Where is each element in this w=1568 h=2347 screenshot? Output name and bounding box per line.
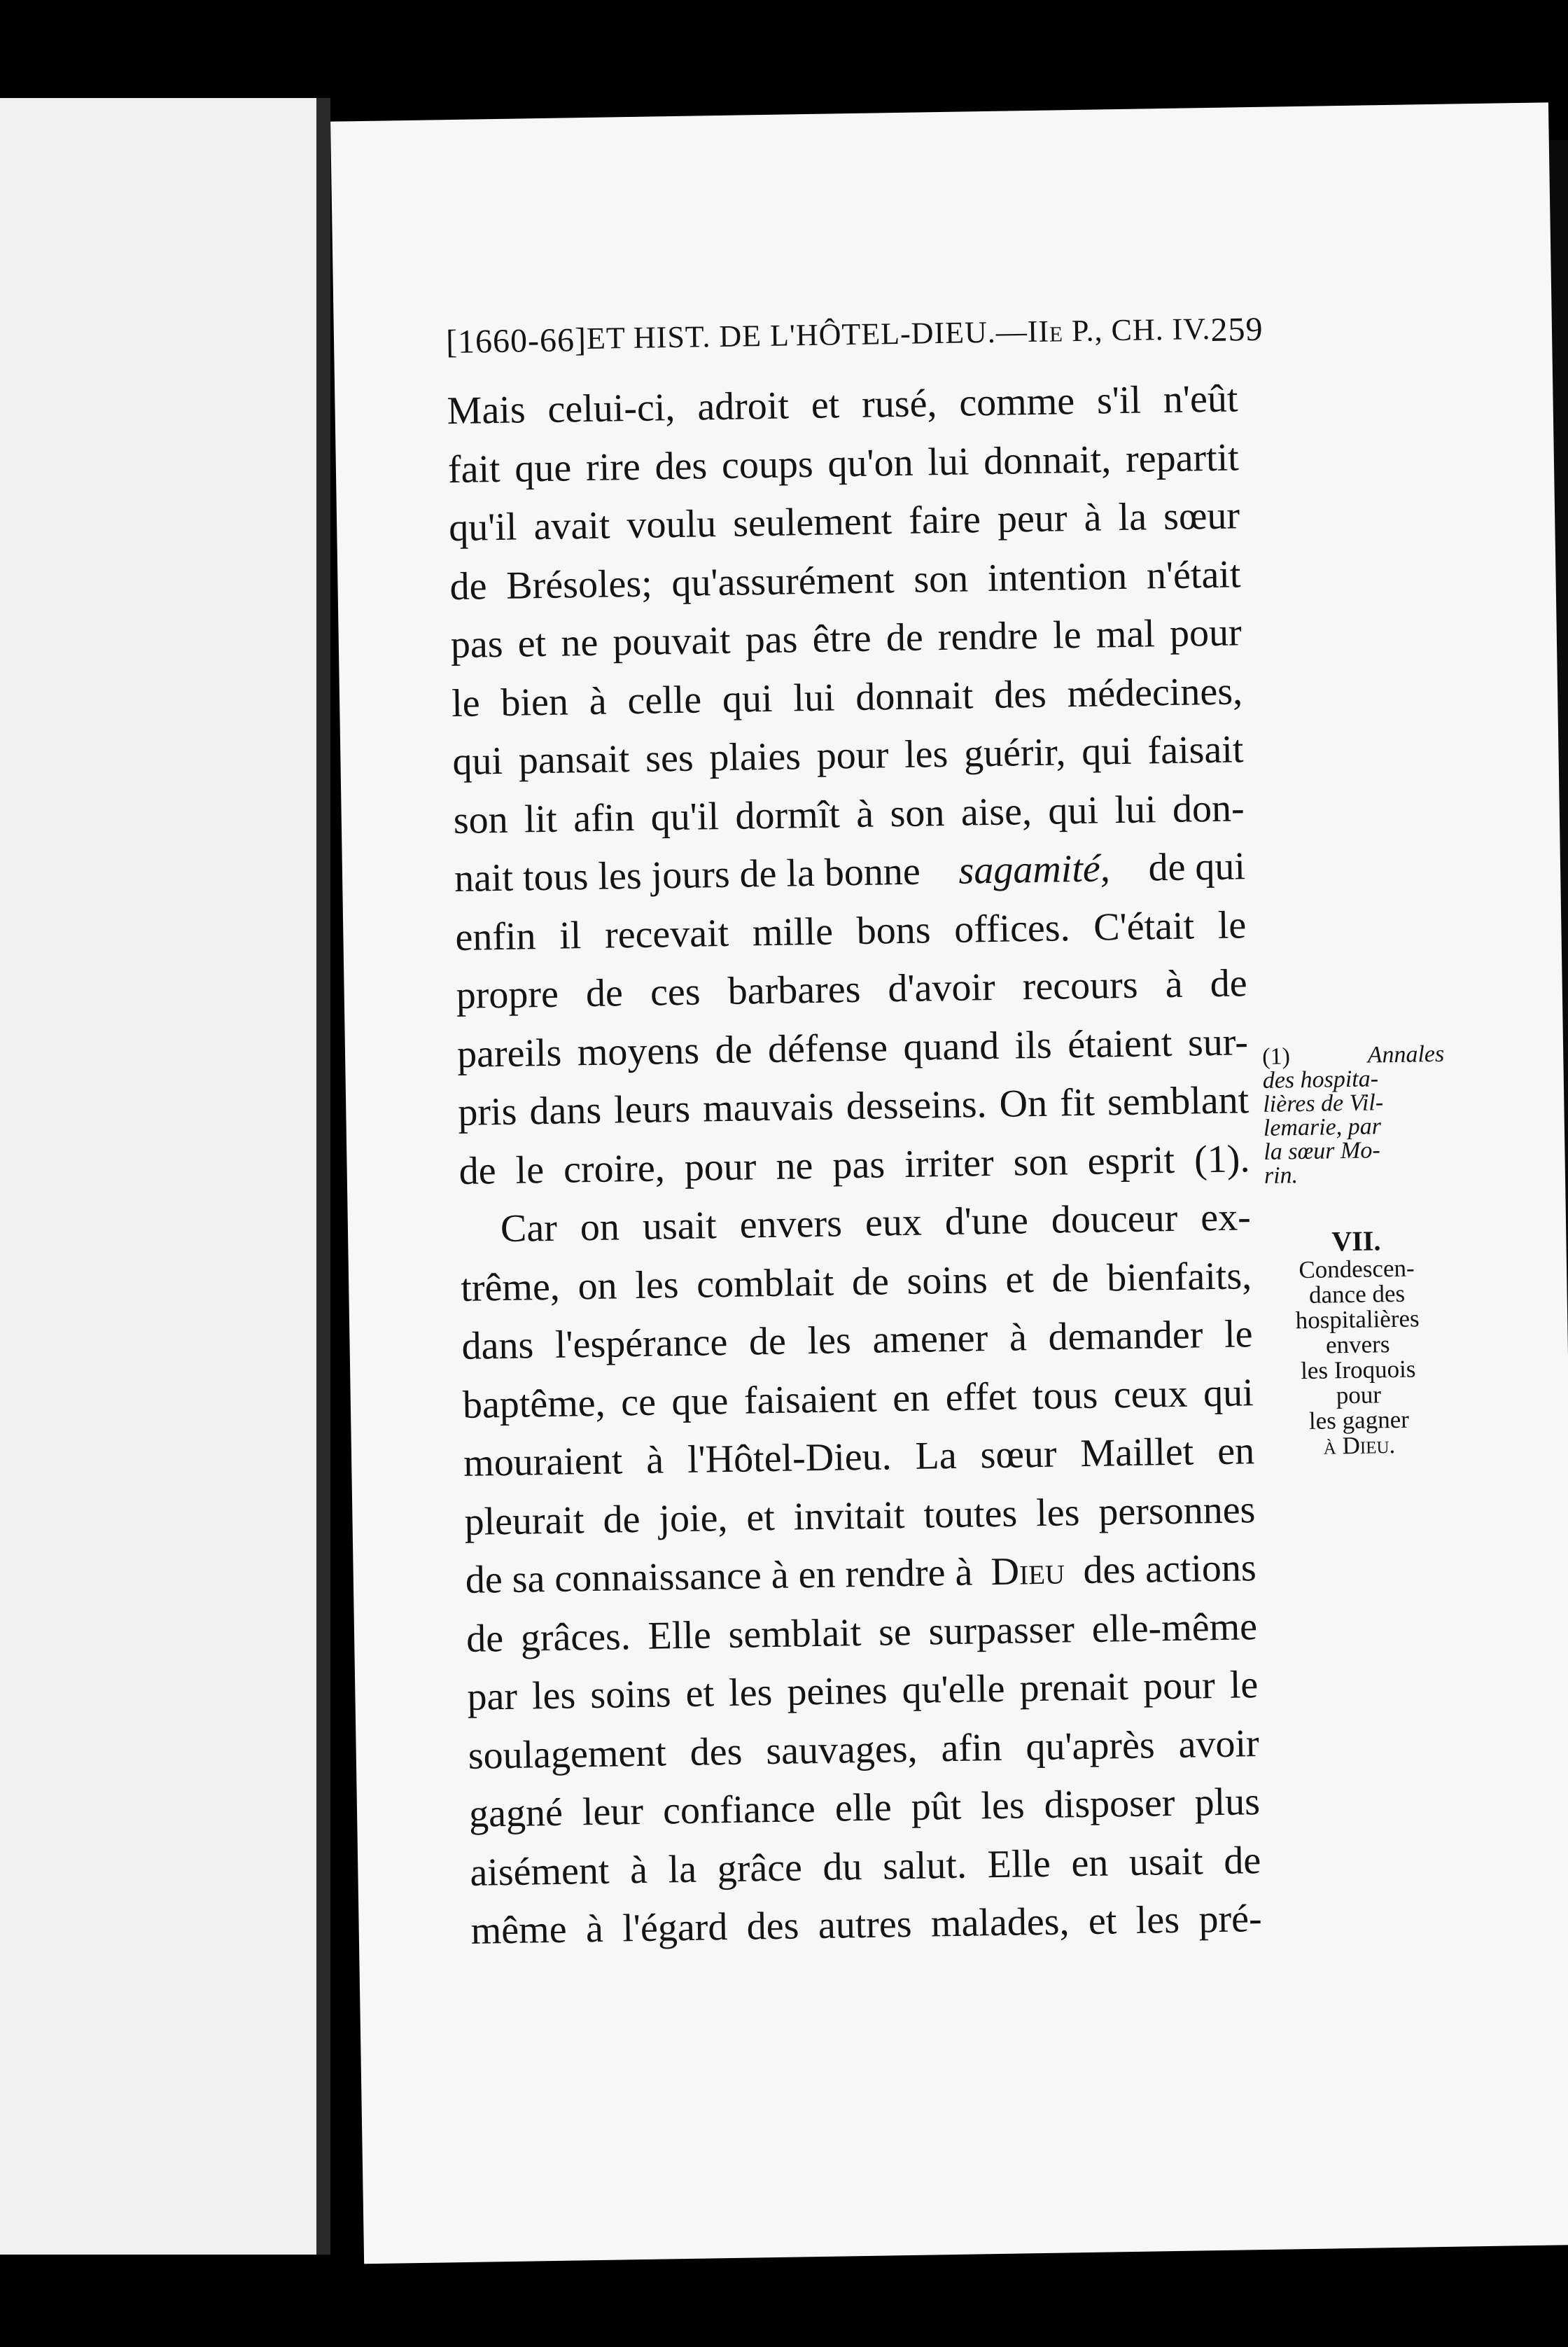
word: qui — [1047, 788, 1099, 833]
word: n'eût — [1163, 377, 1238, 422]
word: malades, — [930, 1900, 1070, 1946]
word: le — [1229, 1663, 1259, 1707]
word: usait — [642, 1204, 718, 1248]
word: sauvages, — [765, 1727, 918, 1773]
footnote-text: la sœur Mo- — [1264, 1137, 1380, 1165]
word: qu'assurément — [671, 557, 895, 605]
word: pouvait — [612, 618, 731, 664]
word: d'avoir — [887, 965, 996, 1011]
word: soulagement — [468, 1730, 667, 1778]
word: toutes — [923, 1491, 1018, 1537]
footnote-line — [1261, 1040, 1445, 1070]
word: les — [531, 1673, 576, 1718]
word: et — [1088, 1899, 1117, 1943]
word: rusé, — [861, 382, 937, 426]
word: de — [1051, 1256, 1089, 1301]
word: défense — [767, 1025, 888, 1071]
word: dans — [461, 1323, 534, 1368]
word: grâces. — [520, 1614, 631, 1660]
word: les — [904, 732, 948, 776]
word: on — [578, 1263, 618, 1308]
word: soins — [906, 1258, 988, 1303]
word: peines — [786, 1669, 888, 1714]
word: ils — [1014, 1023, 1053, 1067]
word: de — [715, 1027, 752, 1072]
word: en — [1217, 1429, 1255, 1473]
word: à — [855, 792, 874, 836]
word: le — [1052, 613, 1082, 657]
word: mille — [752, 910, 834, 954]
word: de — [585, 971, 624, 1016]
word: à — [1009, 1316, 1028, 1360]
word: sur- — [1187, 1019, 1249, 1065]
footnote-text: Annales — [1367, 1040, 1445, 1068]
word: bons — [856, 907, 931, 953]
word: fit — [1059, 1080, 1096, 1125]
word: sœur — [1163, 494, 1240, 539]
italic-word: sagamité, — [958, 847, 1111, 893]
word: du — [822, 1844, 863, 1889]
facing-page — [0, 98, 316, 2255]
word: seulement — [732, 499, 892, 545]
word: à — [585, 1907, 604, 1951]
word: son — [913, 556, 969, 601]
word: trême, — [460, 1265, 561, 1310]
word: bienfaits, — [1106, 1253, 1252, 1300]
margin-line: les gagner — [1308, 1405, 1410, 1435]
word: et — [517, 621, 547, 666]
word: desseins. — [846, 1082, 987, 1129]
word: d'une — [944, 1199, 1029, 1244]
word: guérir, — [963, 730, 1066, 776]
word: irriter — [904, 1141, 995, 1186]
text-line — [466, 1598, 1258, 1669]
word: son — [890, 791, 945, 835]
word: faisaient — [743, 1377, 878, 1423]
word: à — [645, 1438, 664, 1482]
line-text: de sa connaissance à en rendre à — [465, 1550, 973, 1602]
word: pour — [816, 733, 889, 778]
word: coups — [721, 442, 814, 487]
word: amener — [872, 1316, 988, 1362]
word: les — [634, 1262, 679, 1307]
word: de — [458, 1148, 497, 1193]
word: être — [812, 616, 872, 661]
word: recevait — [604, 911, 729, 957]
word: qu'après — [1025, 1722, 1156, 1769]
word: elle-même — [1091, 1604, 1258, 1651]
word: donnait, — [983, 437, 1112, 483]
word: à — [589, 679, 608, 723]
word: étaient — [1067, 1021, 1172, 1066]
word: lui — [1114, 787, 1157, 832]
word: et — [811, 383, 840, 427]
word: de — [748, 1319, 787, 1364]
word: ne — [560, 620, 598, 665]
word: en — [1070, 1841, 1109, 1885]
word: de — [465, 1616, 504, 1661]
margin-line: Condescen- — [1298, 1254, 1415, 1284]
word: croire, — [563, 1145, 666, 1192]
word: prenait — [1019, 1665, 1129, 1711]
word: offices. — [953, 905, 1071, 952]
word: en — [892, 1375, 930, 1420]
section-numeral: VII. — [1331, 1225, 1381, 1258]
running-header — [445, 310, 1264, 361]
word: et — [1004, 1257, 1035, 1302]
word: pas — [450, 622, 504, 667]
word: aisément — [469, 1848, 610, 1895]
word: fait — [447, 447, 501, 492]
line-text-end: de qui — [1148, 844, 1246, 890]
word: tous — [1032, 1373, 1098, 1418]
word: mouraient — [463, 1439, 623, 1485]
word: des — [746, 1904, 799, 1949]
word: moyens — [577, 1029, 700, 1074]
word: qu'elle — [902, 1666, 1005, 1713]
word: On — [999, 1081, 1048, 1126]
word: pour — [1142, 1664, 1216, 1708]
word: barbares — [727, 967, 861, 1013]
body-text — [447, 370, 1262, 1961]
word: sœur — [980, 1432, 1057, 1477]
word: la — [1118, 495, 1147, 540]
word: enfin — [454, 914, 536, 959]
word: intention — [987, 554, 1128, 600]
word: envers — [739, 1202, 843, 1247]
header-title: ET HIST. DE L'HÔTEL-DIEU.—IIe P., CH. IV. — [586, 311, 1211, 356]
word: de — [886, 615, 924, 660]
word: pût — [911, 1784, 962, 1829]
word: pour — [684, 1144, 757, 1190]
margin-line: à Dieu. — [1323, 1431, 1396, 1460]
word: personnes — [1098, 1487, 1256, 1534]
footnote-text: rin. — [1264, 1162, 1298, 1189]
word: des — [993, 672, 1047, 717]
word: la — [668, 1847, 697, 1891]
word: ce — [620, 1380, 657, 1424]
footnote-number: (1) — [1261, 1043, 1291, 1070]
word: leur — [582, 1789, 644, 1834]
word: les — [728, 1671, 773, 1715]
word: et — [685, 1671, 715, 1715]
word: ceux — [1113, 1372, 1188, 1416]
word: repartit — [1125, 435, 1240, 481]
word: propre — [456, 972, 559, 1017]
word: l'Hôtel-Dieu. — [687, 1435, 892, 1482]
word: qui — [722, 676, 774, 721]
page-number: 259 — [1210, 310, 1264, 349]
word: qu'il — [650, 794, 720, 840]
word: voulu — [626, 502, 717, 548]
word: mal — [1096, 612, 1156, 657]
header-dates: [1660-66] — [445, 321, 587, 361]
word: ex- — [1200, 1195, 1252, 1240]
word: de — [851, 1259, 890, 1304]
margin-line: dance des — [1308, 1279, 1406, 1309]
word: pansait — [518, 737, 630, 783]
text-line — [447, 370, 1238, 440]
word: C'était — [1093, 903, 1195, 949]
word: rire — [585, 445, 641, 489]
word: donnait — [855, 673, 974, 719]
word: celui-ci, — [547, 385, 676, 431]
margin-line: hospitalières — [1295, 1304, 1420, 1335]
footnote-text: lemarie, par — [1263, 1113, 1382, 1141]
word: pas — [745, 618, 798, 662]
word: (1). — [1194, 1136, 1250, 1181]
book-gutter — [316, 98, 330, 2255]
footnote-text: des hospita- — [1262, 1066, 1379, 1094]
word: le — [1217, 903, 1247, 947]
word: aise, — [960, 789, 1032, 835]
word: comblait — [696, 1260, 834, 1307]
word: par — [466, 1674, 518, 1719]
word: à — [1084, 496, 1102, 540]
word: pour — [1169, 611, 1242, 655]
word: qui — [1081, 729, 1133, 774]
word: ses — [645, 736, 694, 781]
word: elle — [834, 1785, 892, 1830]
word: à — [1165, 962, 1184, 1007]
word: grâce — [717, 1845, 803, 1890]
word: que — [514, 445, 572, 491]
margin-line: les Iroquois — [1300, 1355, 1416, 1385]
word: lui — [927, 439, 969, 484]
word: son — [453, 798, 509, 842]
word: plaies — [708, 734, 802, 780]
line-text-end: des actions — [1082, 1546, 1257, 1593]
word: s'il — [1096, 378, 1142, 423]
word: n'était — [1146, 552, 1241, 597]
word: le — [1224, 1312, 1253, 1356]
word: médecines, — [1067, 669, 1243, 716]
word: celle — [626, 677, 702, 723]
word: de — [449, 564, 487, 608]
word: dans — [528, 1088, 602, 1134]
word: qu'on — [827, 440, 914, 486]
word: les — [1135, 1897, 1180, 1942]
small-caps-word: Dieu — [990, 1549, 1065, 1594]
word: semblant — [1107, 1078, 1250, 1124]
line-text: nait tous les jours de la bonne — [454, 849, 921, 901]
word: joie, — [658, 1496, 728, 1541]
word: rendre — [937, 613, 1039, 660]
word: pleurait — [464, 1498, 585, 1544]
word: pré- — [1198, 1897, 1263, 1942]
word: afin — [573, 795, 635, 840]
word: La — [915, 1433, 958, 1478]
word: avoir — [1178, 1721, 1260, 1767]
word: des — [654, 443, 708, 488]
word: invitait — [793, 1493, 905, 1539]
word: pareils — [456, 1031, 562, 1076]
word: et — [746, 1495, 776, 1540]
word: se — [878, 1610, 912, 1655]
word: il — [559, 913, 582, 958]
word: même — [470, 1907, 568, 1953]
word: recours — [1022, 963, 1139, 1009]
word: pas — [832, 1142, 886, 1188]
word: Brésoles; — [505, 562, 653, 608]
text-line — [470, 1890, 1262, 1961]
word: lui — [792, 675, 835, 720]
word: Car — [500, 1206, 558, 1251]
word: qui — [1203, 1370, 1254, 1415]
word: on — [580, 1205, 620, 1250]
word: des — [690, 1729, 743, 1774]
word: les — [807, 1318, 852, 1363]
word: le — [451, 681, 481, 725]
word: usait — [1128, 1839, 1204, 1884]
word: de — [603, 1497, 640, 1542]
word: ne — [776, 1143, 813, 1188]
word: comme — [958, 379, 1075, 425]
word: baptême, — [462, 1381, 606, 1427]
word: dormît — [734, 792, 841, 838]
word: pris — [457, 1089, 517, 1134]
word: Maillet — [1079, 1430, 1194, 1476]
word: confiance — [662, 1787, 816, 1833]
word: lit — [524, 797, 558, 841]
word: son — [1013, 1139, 1069, 1185]
word: de — [1210, 961, 1248, 1006]
word: salut. — [882, 1843, 967, 1888]
word: ces — [650, 970, 701, 1015]
word: peur — [997, 496, 1068, 541]
word: faisait — [1147, 727, 1244, 773]
word: gagné — [468, 1790, 564, 1836]
word: effet — [945, 1374, 1017, 1419]
word: semblait — [728, 1610, 862, 1657]
word: faire — [908, 498, 981, 543]
word: disposer — [1044, 1781, 1175, 1827]
word: demander — [1048, 1313, 1203, 1359]
word: quand — [902, 1024, 1000, 1069]
word: l'espérance — [554, 1320, 728, 1367]
word: que — [671, 1379, 729, 1423]
word: qui — [452, 739, 503, 784]
word: bien — [500, 679, 569, 725]
word: qu'il — [448, 505, 517, 550]
book-page — [330, 102, 1568, 2264]
word: soins — [589, 1672, 672, 1718]
margin-line: envers — [1325, 1330, 1390, 1359]
word: Mais — [447, 388, 526, 433]
word: à — [629, 1848, 648, 1892]
word: afin — [940, 1725, 1002, 1770]
word: de — [1223, 1838, 1261, 1883]
word: les — [980, 1783, 1026, 1828]
word: les — [1035, 1490, 1080, 1535]
word: eux — [864, 1200, 923, 1245]
word: mauvais — [702, 1085, 834, 1131]
word: surpasser — [928, 1607, 1075, 1654]
word: l'égard — [622, 1905, 728, 1951]
footnote — [1261, 1040, 1446, 1189]
word: le — [515, 1148, 545, 1192]
margin-summary — [1265, 1225, 1450, 1460]
word: autres — [818, 1902, 913, 1948]
word: leurs — [613, 1087, 691, 1132]
text-line — [453, 779, 1245, 850]
word: Elle — [987, 1841, 1051, 1886]
word: adroit — [696, 384, 790, 429]
margin-line: pour — [1336, 1381, 1382, 1409]
word: esprit — [1087, 1138, 1175, 1183]
word: don- — [1172, 786, 1245, 831]
word: douceur — [1051, 1196, 1178, 1242]
word: plus — [1194, 1780, 1261, 1825]
word: avait — [533, 503, 610, 549]
footnote-text: lières de Vil- — [1263, 1089, 1384, 1117]
word: Elle — [648, 1613, 712, 1658]
